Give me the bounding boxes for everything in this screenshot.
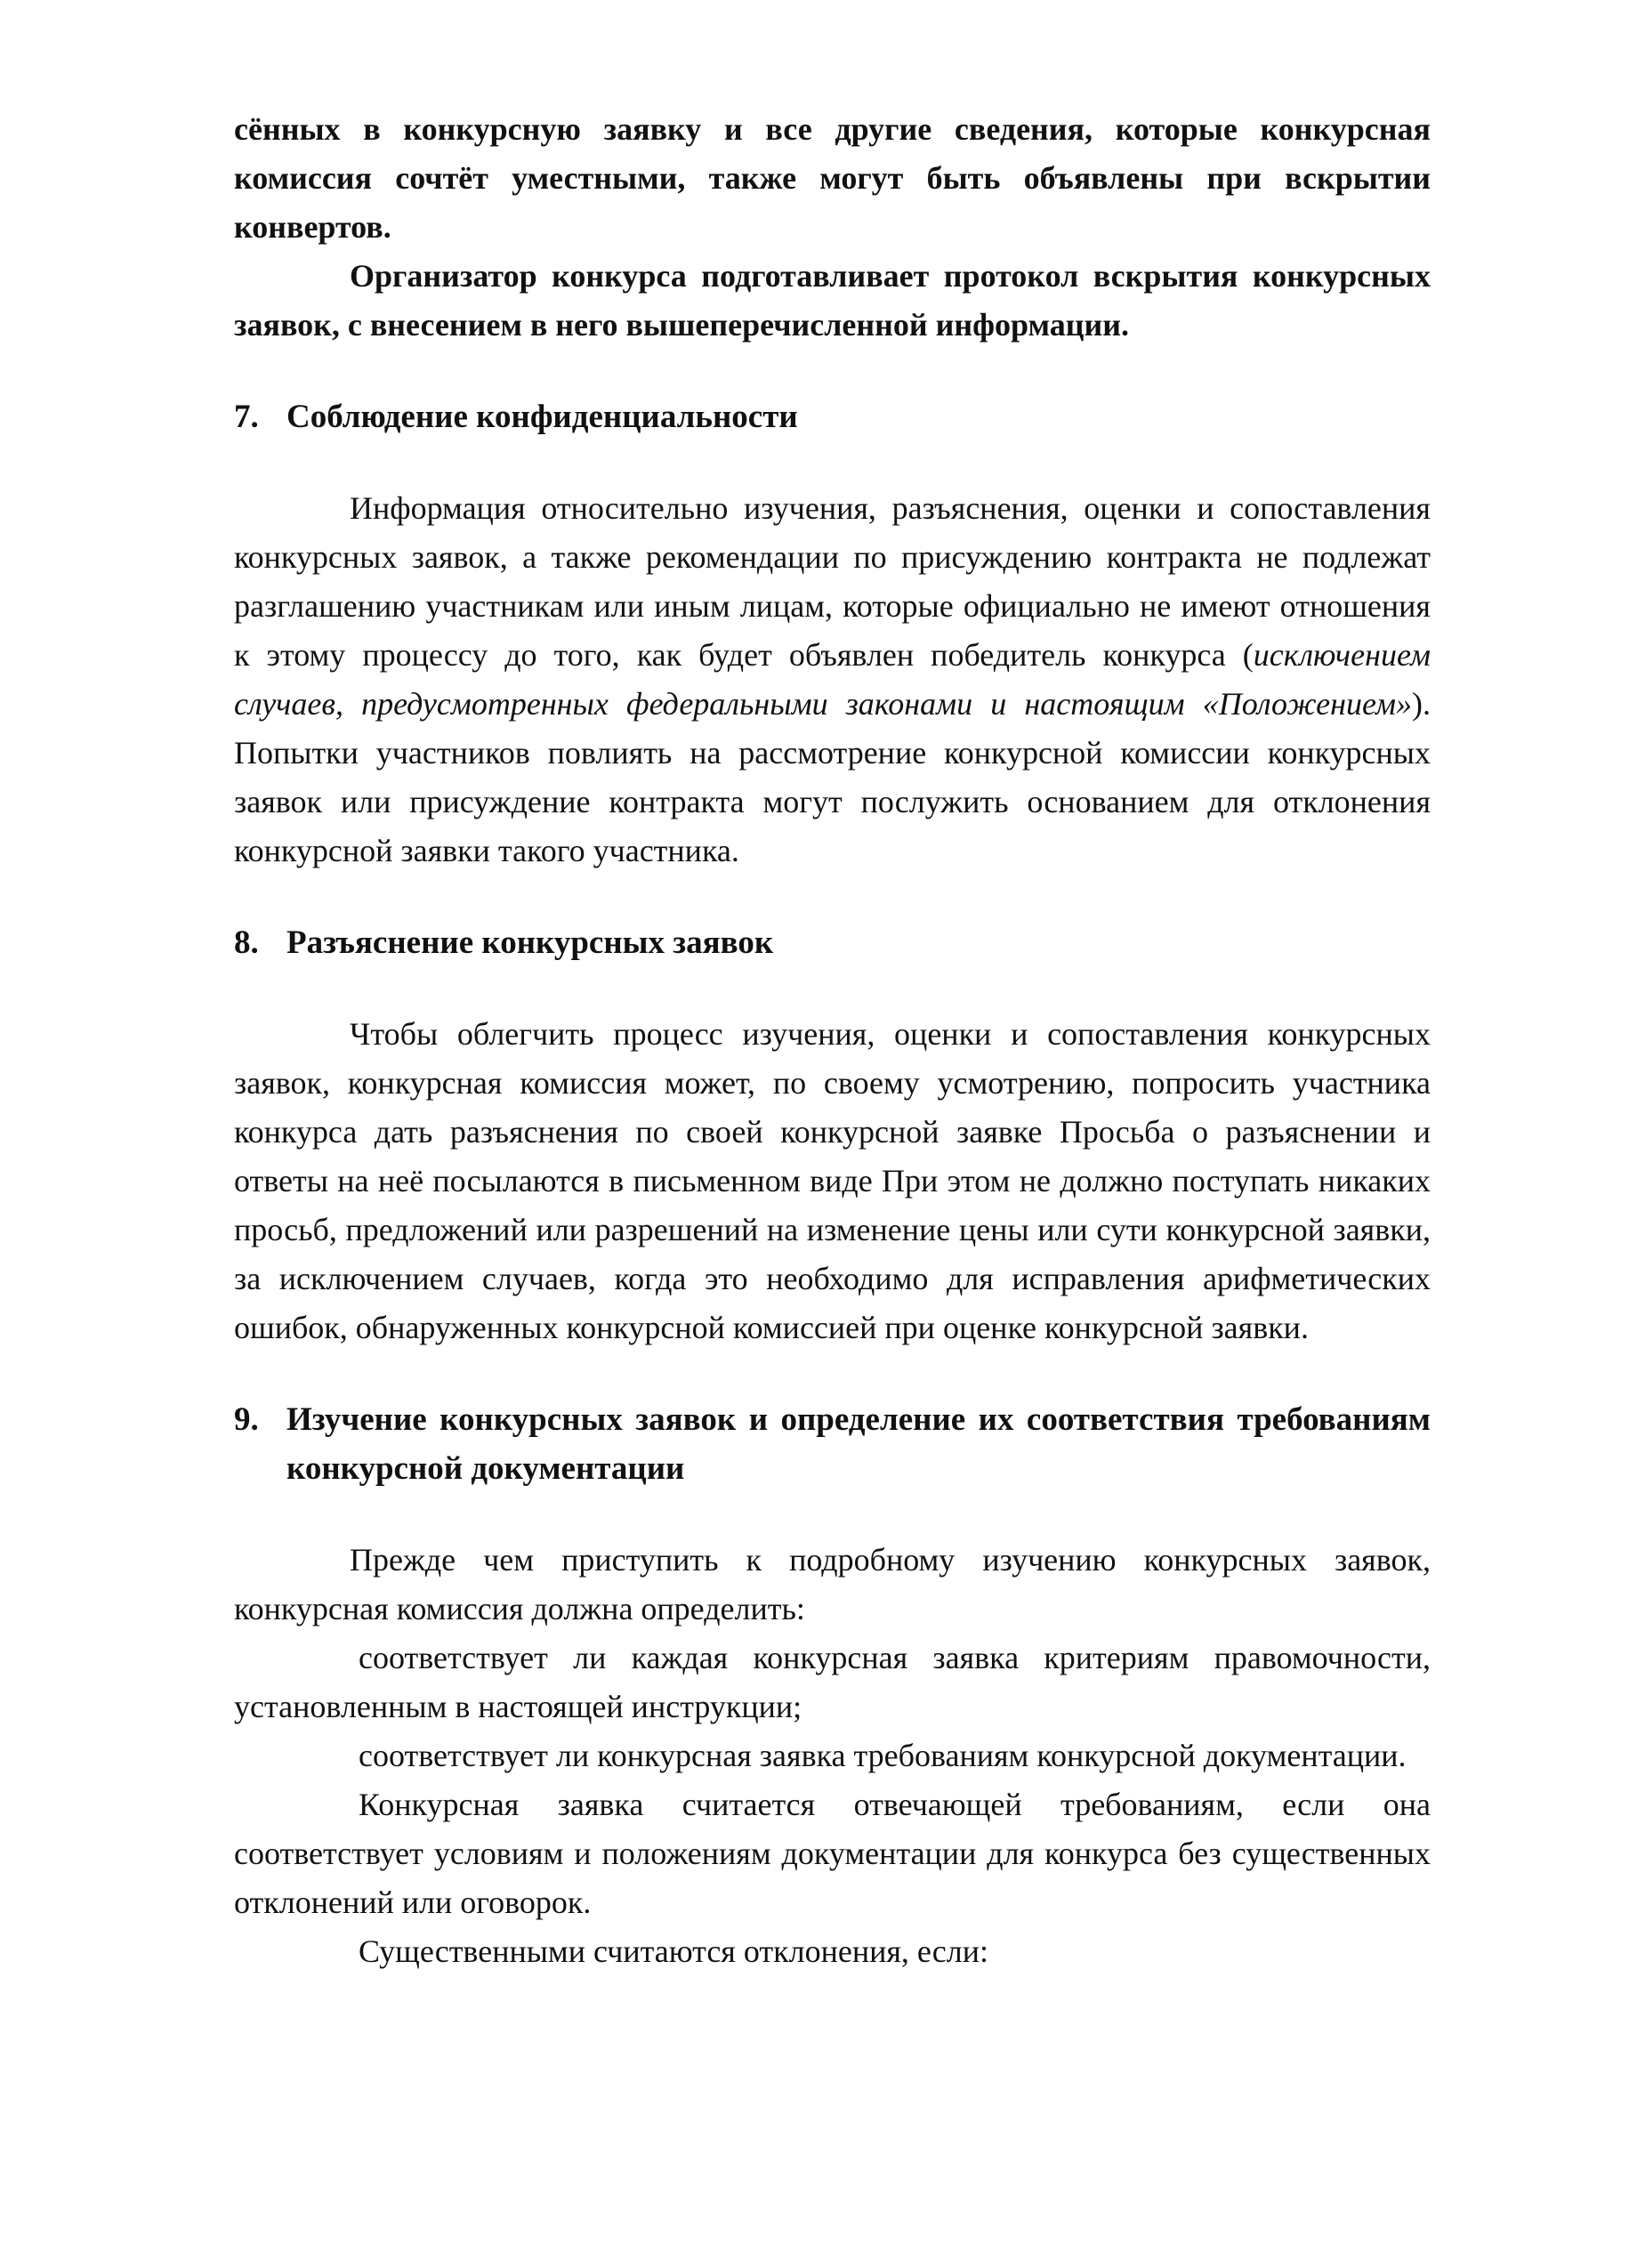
section-9-heading bbox=[234, 1395, 1431, 1493]
section-8-paragraph: Чтобы облегчить процесс изучения, оценки и сопоставления конкурсных заявок, конкурсная комиссия может, по своему усмотрению, попросить участника конкурса дать разъяснения по своей конкурсной заявке Просьба о разъяснении и ответы на неё посылаются в письменном виде При этом не должно поступать никаких просьб, предложений или разрешений на изменение цены или сути конкурсной заявки, за исключением случаев, когда это необходимо для исправления арифметических ошибок, обнаруженных конкурсной комиссией при оценке конкурсной заявки. bbox=[234, 1016, 1431, 1345]
section-9-item-2: соответствует ли конкурсная заявка требованиям конкурсной документации. bbox=[359, 1738, 1407, 1773]
section-7-paragraph bbox=[234, 484, 1431, 876]
section-8-heading bbox=[234, 918, 1431, 967]
section-7-number: 7. bbox=[234, 399, 259, 435]
section-8-title: Разъяснение конкурсных заявок bbox=[286, 924, 774, 961]
document-page bbox=[234, 105, 1431, 1976]
section-7-title: Соблюдение конфиденциальности bbox=[286, 399, 798, 435]
section-7-text-italic: исключением случаев, предусмотренных федеральными законами и настоящим «Положением» bbox=[234, 637, 1431, 722]
section-8-number: 8. bbox=[234, 924, 259, 961]
section-7-text-after: ). Попытки участников повлиять на рассмотрение конкурсной комиссии конкурсных заявок или присуждение контракта могут послужить основанием для отклонения конкурсной заявки такого участника. bbox=[234, 686, 1431, 868]
section-7-heading bbox=[234, 392, 1431, 441]
section-9-deviations-paragraph: Существенными считаются отклонения, если: bbox=[359, 1933, 988, 1969]
section-7-text-before: Информация относительно изучения, разъяснения, оценки и сопоставления конкурсных заявок, а также рекомендации по присуждению контракта не подлежат разглашению участникам или иным лицам, которые официально не имеют отношения к этому процессу до того, как будет объявлен победитель конкурса ( bbox=[234, 490, 1431, 673]
opening-protocol-paragraph: Организатор конкурса подготавливает протокол вскрытия конкурсных заявок, с внесением в него вышеперечисленной информации. bbox=[234, 258, 1431, 343]
section-9-number: 9. bbox=[234, 1401, 259, 1438]
section-9-title: Изучение конкурсных заявок и определение их соответствия требованиям конкурсной документации bbox=[286, 1401, 1431, 1487]
section-9-intro: Прежде чем приступить к подробному изучению конкурсных заявок, конкурсная комиссия должна определить: bbox=[234, 1542, 1431, 1626]
section-9-compliance-paragraph: Конкурсная заявка считается отвечающей требованиям, если она соответствует условиям и положениям документации для конкурса без существенных отклонений или оговорок. bbox=[234, 1787, 1431, 1920]
opening-paragraph: сённых в конкурсную заявку и все другие сведения, которые конкурсная комиссия сочтёт уместными, также могут быть объявлены при вскрытии конвертов. bbox=[234, 111, 1431, 245]
section-9-item-1: соответствует ли каждая конкурсная заявка критериям правомочности, установленным в настоящей инструкции; bbox=[234, 1640, 1431, 1724]
